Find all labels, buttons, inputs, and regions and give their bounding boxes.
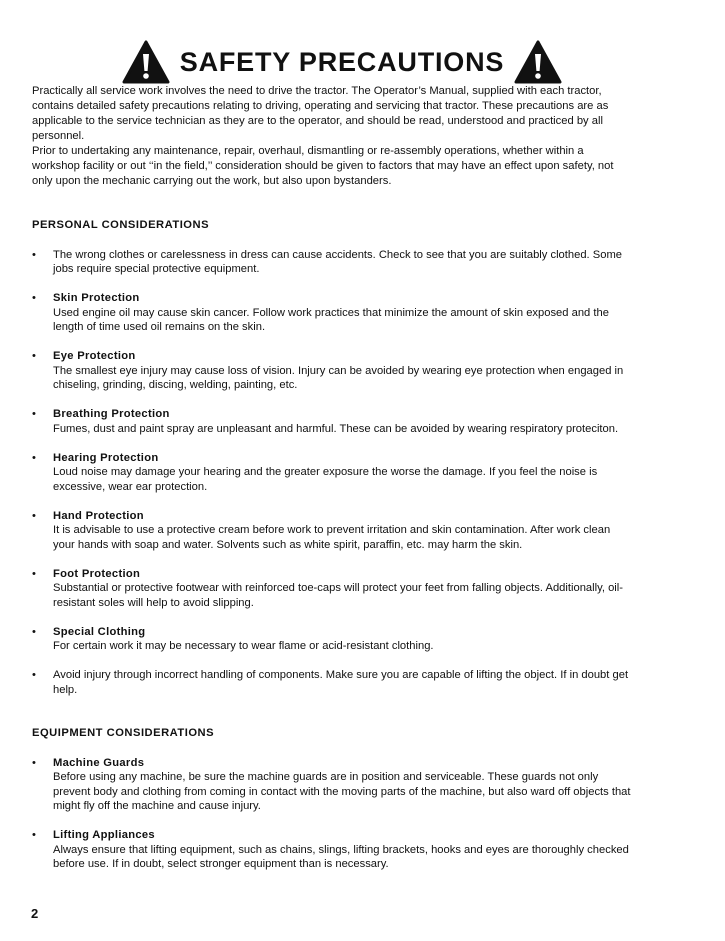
bullet-icon: • [32,567,36,580]
section-heading-equipment: EQUIPMENT CONSIDERATIONS [32,727,215,739]
bullet-icon: • [32,408,36,420]
item-heading: Special Clothing [53,625,146,638]
list-item [32,756,632,814]
bullet-icon: • [32,829,36,841]
list-item [32,451,632,495]
bullet-icon: • [32,350,36,362]
warning-icon [514,40,562,84]
item-heading: Eye Protection [53,350,136,362]
list-item [32,828,632,872]
item-text: It is advisable to use a protective cream before work to prevent irritation and skin contamination. After work clean your hands with soap and water. Solvents such as white spirit, paraffin, etc. may harm the skin. [53,524,611,551]
list-item [32,291,632,335]
list-item [32,509,632,553]
item-heading: Hand Protection [53,509,144,522]
item-text: Before using any machine, be sure the machine guards are in position and serviceable. These guards not only prevent body and clothing from coming in contact with the moving parts of the machine, but also ward off objects that might fly off the machine and cause injury. [53,771,631,812]
intro-paragraph: Prior to undertaking any maintenance, repair, overhaul, dismantling or re-assembly operations, whether within a workshop facility or out ‘‘in the field,’’ consideration should be given to factors that may have an effect upon safety, not only upon the mechanic carrying out the work, but also upon bystanders. [32,145,614,187]
item-text: The wrong clothes or carelessness in dress can cause accidents. Check to see that you are suitably clothed. Some jobs require special protective equipment. [53,248,622,275]
item-text: Avoid injury through incorrect handling of components. Make sure you are capable of lifting the object. If in doubt get help. [53,669,629,696]
bullet-icon: • [32,625,36,638]
list-item [32,349,632,393]
item-text: Used engine oil may cause skin cancer. Follow work practices that minimize the amount of skin exposed and the length of time used oil remains on the skin. [53,306,609,333]
item-heading: Machine Guards [53,756,145,769]
bullet-icon: • [32,451,36,464]
item-text: Substantial or protective footwear with reinforced toe-caps will protect your feet from falling objects. Additionally, oil-resistant soles will help to avoid slipping. [53,582,624,609]
item-text: The smallest eye injury may cause loss of vision. Injury can be avoided by wearing eye protection when engaged in chiseling, grinding, discing, welding, painting, etc. [53,364,624,391]
personal-list [32,248,632,698]
page [32,40,632,872]
bullet-icon: • [32,669,36,681]
item-heading: Lifting Appliances [53,829,155,841]
intro-paragraph: Practically all service work involves the need to drive the tractor. The Operator’s Manual, supplied with each tractor, contains detailed safety precautions relating to driving, operating and servicing that tractor. These precautions are as applicable to the service technician as they are to the operator, and should be read, understood and practiced by all personnel. [32,85,609,142]
item-heading: Skin Protection [53,292,140,304]
list-item [32,248,632,277]
warning-icon [122,40,170,84]
item-heading: Hearing Protection [53,451,159,464]
title-row [52,40,632,84]
equipment-list [32,756,632,872]
page-title: SAFETY PRECAUTIONS [179,46,505,77]
list-item [32,567,632,611]
section-heading-personal: PERSONAL CONSIDERATIONS [32,219,210,231]
page-number: 2 [31,906,39,921]
bullet-icon: • [32,248,36,261]
list-item [32,625,632,654]
item-heading: Breathing Protection [53,408,170,420]
item-text: Fumes, dust and paint spray are unpleasant and harmful. These can be avoided by wearing respiratory proteciton. [53,422,619,435]
bullet-icon: • [32,509,36,522]
list-item [32,668,632,697]
bullet-icon: • [32,292,36,304]
bullet-icon: • [32,756,36,769]
item-heading: Foot Protection [53,567,141,580]
item-text: Always ensure that lifting equipment, such as chains, slings, lifting brackets, hooks and eyes are thoroughly checked before use. If in doubt, select stronger equipment than is necessary. [53,843,629,870]
list-item [32,407,632,436]
item-text: Loud noise may damage your hearing and the greater exposure the worse the damage. If you feel the noise is excessive, wear ear protection. [53,466,598,493]
item-text: For certain work it may be necessary to wear flame or acid-resistant clothing. [53,640,434,652]
